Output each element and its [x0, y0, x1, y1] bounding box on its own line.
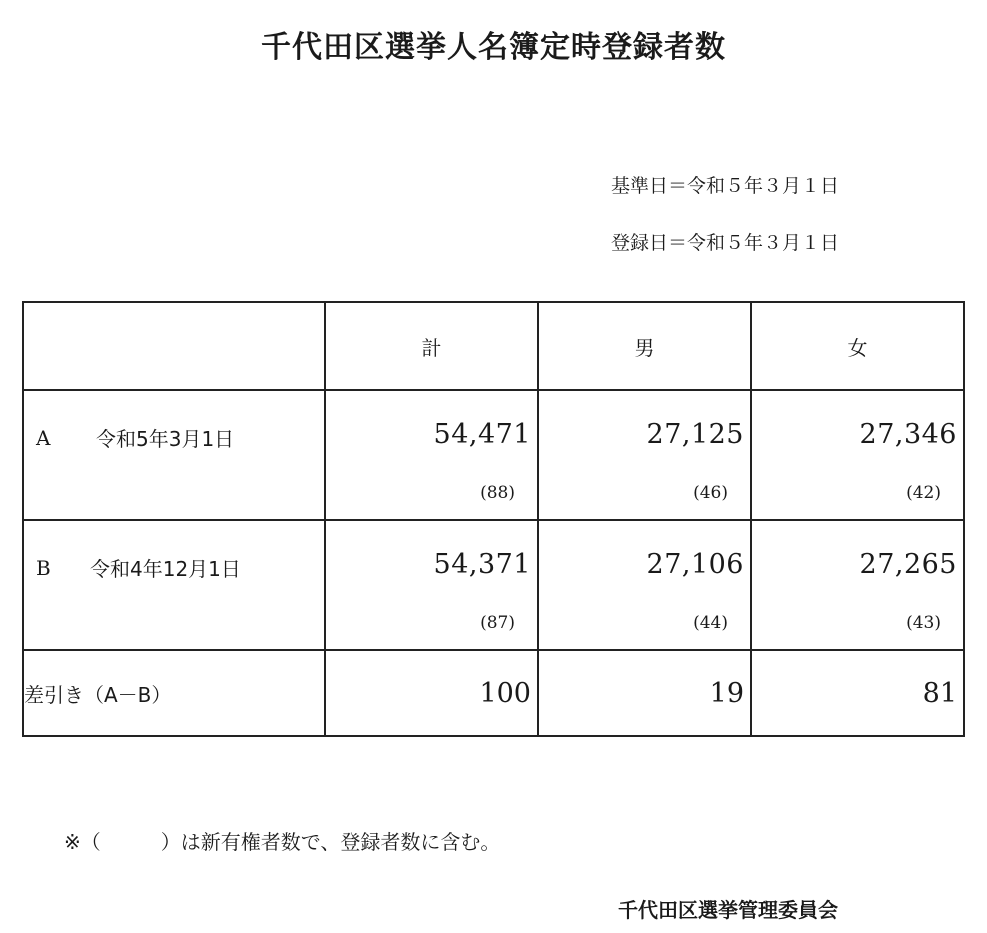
row-b-letter: B — [36, 555, 51, 580]
row-b-female-new: (43) — [906, 613, 941, 633]
row-b-female: 27,265 — [859, 549, 957, 580]
table-row-b — [23, 520, 964, 650]
header-blank — [23, 302, 325, 390]
row-a-female: 27,346 — [859, 419, 957, 450]
footnote: ※（ ）は新有権者数で、登録者数に含む。 — [64, 830, 501, 854]
row-a-total-new: (88) — [480, 483, 515, 503]
row-b-label-cell — [23, 520, 325, 650]
registration-date: 登録日＝令和５年３月１日 — [611, 232, 840, 254]
row-a-total: 54,471 — [433, 419, 531, 450]
header-total: 計 — [325, 302, 538, 390]
row-a-label-cell — [23, 390, 325, 520]
diff-male: 19 — [538, 650, 751, 736]
registration-table — [22, 301, 965, 737]
issuer: 千代田区選挙管理委員会 — [618, 898, 838, 922]
row-b-total: 54,371 — [433, 549, 531, 580]
base-date: 基準日＝令和５年３月１日 — [611, 175, 840, 197]
row-a-date: 令和5年3月1日 — [96, 427, 235, 451]
row-a-male-new: (46) — [693, 483, 728, 503]
row-a-total-cell — [325, 390, 538, 520]
row-a-letter: A — [36, 425, 51, 450]
row-a-female-cell — [751, 390, 964, 520]
row-b-male: 27,106 — [646, 549, 744, 580]
row-b-total-cell — [325, 520, 538, 650]
header-female: 女 — [751, 302, 964, 390]
diff-female: 81 — [751, 650, 964, 736]
diff-total: 100 — [325, 650, 538, 736]
page-title: 千代田区選挙人名簿定時登録者数 — [261, 30, 726, 65]
row-b-total-new: (87) — [480, 613, 515, 633]
table-row-a — [23, 390, 964, 520]
row-b-female-cell — [751, 520, 964, 650]
row-a-male-cell — [538, 390, 751, 520]
diff-label: 差引き（A－B） — [23, 650, 325, 736]
row-b-male-new: (44) — [693, 613, 728, 633]
row-a-male: 27,125 — [646, 419, 744, 450]
table-header-row — [23, 302, 964, 390]
header-male: 男 — [538, 302, 751, 390]
row-b-male-cell — [538, 520, 751, 650]
table-row-diff — [23, 650, 964, 736]
row-b-date: 令和4年12月1日 — [90, 557, 241, 581]
row-a-female-new: (42) — [906, 483, 941, 503]
